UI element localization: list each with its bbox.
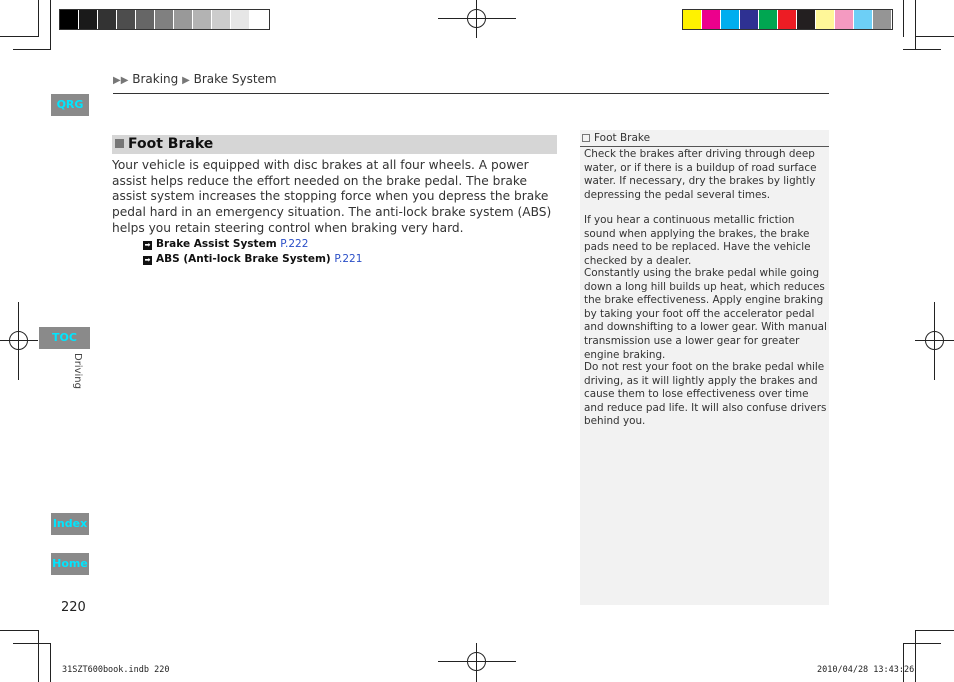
footer-timestamp: 2010/04/28 13:43:26 [817,665,915,675]
note-icon [582,134,590,142]
chapter-label: Driving [72,353,83,389]
color-swatch [60,10,78,29]
index-tab[interactable]: Index [51,513,89,535]
section-body: Your vehicle is equipped with disc brakes at all four wheels. A power assist helps reduce the effort needed on the brake pedal. The brake assist system increases the stopping force when you depress the brake pedal hard in an emergency situation. The anti-lock brake system (ABS) helps you retain steering control when braking very hard. [112,158,552,235]
sidebar-title: Foot Brake [594,132,651,144]
color-swatch [174,10,192,29]
color-swatch [854,10,872,29]
toc-tab[interactable]: TOC [39,327,90,349]
xref-brake-assist[interactable] [143,238,308,250]
color-swatch [193,10,211,29]
sidebar-paragraph: Check the brakes after driving through deep water, or if there is a buildup of road surface water. If necessary, dry the brakes by lightly depressing the pedal several times. [584,148,817,201]
color-swatch [683,10,701,29]
process-color-bar [682,0,893,31]
home-tab[interactable]: Home [51,553,89,575]
sidebar-paragraph: If you hear a continuous metallic friction sound when applying the brakes, the brake pads need to be replaced. Have the vehicle checked by a dealer. [584,214,811,267]
sidebar-heading [580,130,829,147]
header-rule [113,93,829,94]
page-number: 220 [61,600,86,615]
color-swatch [816,10,834,29]
color-swatch [759,10,777,29]
color-swatch [155,10,173,29]
color-swatch [212,10,230,29]
color-swatch [740,10,758,29]
reference-arrow-icon: ➡ [144,241,151,249]
xref-page-link[interactable]: P.221 [334,253,363,265]
reference-arrow-icon: ➡ [144,256,151,264]
section-title: Foot Brake [128,136,214,152]
xref-page-link[interactable]: P.222 [280,238,309,250]
sidebar-paragraph: Constantly using the brake pedal while going down a long hill builds up heat, which reduces the brake effectiveness. Apply engine braking by taking your foot off the accelerator pedal and downshifting to a lower gear. With manual transmission use a lower gear for greater engine braking. [584,267,827,361]
color-swatch [231,10,249,29]
xref-abs[interactable] [143,253,362,265]
breadcrumb-arrow-icon: ▶ [182,75,190,86]
color-swatch [136,10,154,29]
section-heading [112,135,557,154]
color-swatch [98,10,116,29]
square-bullet-icon [115,139,124,148]
color-swatch [835,10,853,29]
sidebar-paragraph: Do not rest your foot on the brake pedal while driving, as it will lightly apply the brakes and cause them to lose effectiveness over time and reduce pad life. It will also confuse drivers behind you. [584,361,827,428]
footer-file: 31SZT600book.indb 220 [62,665,170,675]
color-swatch [250,10,268,29]
sidebar-notes [580,130,829,605]
color-swatch [778,10,796,29]
color-swatch [873,10,891,29]
breadcrumb-item-braking[interactable]: Braking [132,72,179,86]
breadcrumb-item-brake-system[interactable]: Brake System [193,72,277,86]
gray-color-bar [59,0,270,31]
breadcrumb-arrow-icon: ▶▶ [113,75,129,86]
color-swatch [702,10,720,29]
qrg-tab[interactable]: QRG [51,94,89,116]
xref-label: ABS (Anti-lock Brake System) [156,253,331,265]
color-swatch [797,10,815,29]
xref-label: Brake Assist System [156,238,277,250]
color-swatch [79,10,97,29]
breadcrumb [113,72,277,86]
color-swatch [117,10,135,29]
color-swatch [721,10,739,29]
